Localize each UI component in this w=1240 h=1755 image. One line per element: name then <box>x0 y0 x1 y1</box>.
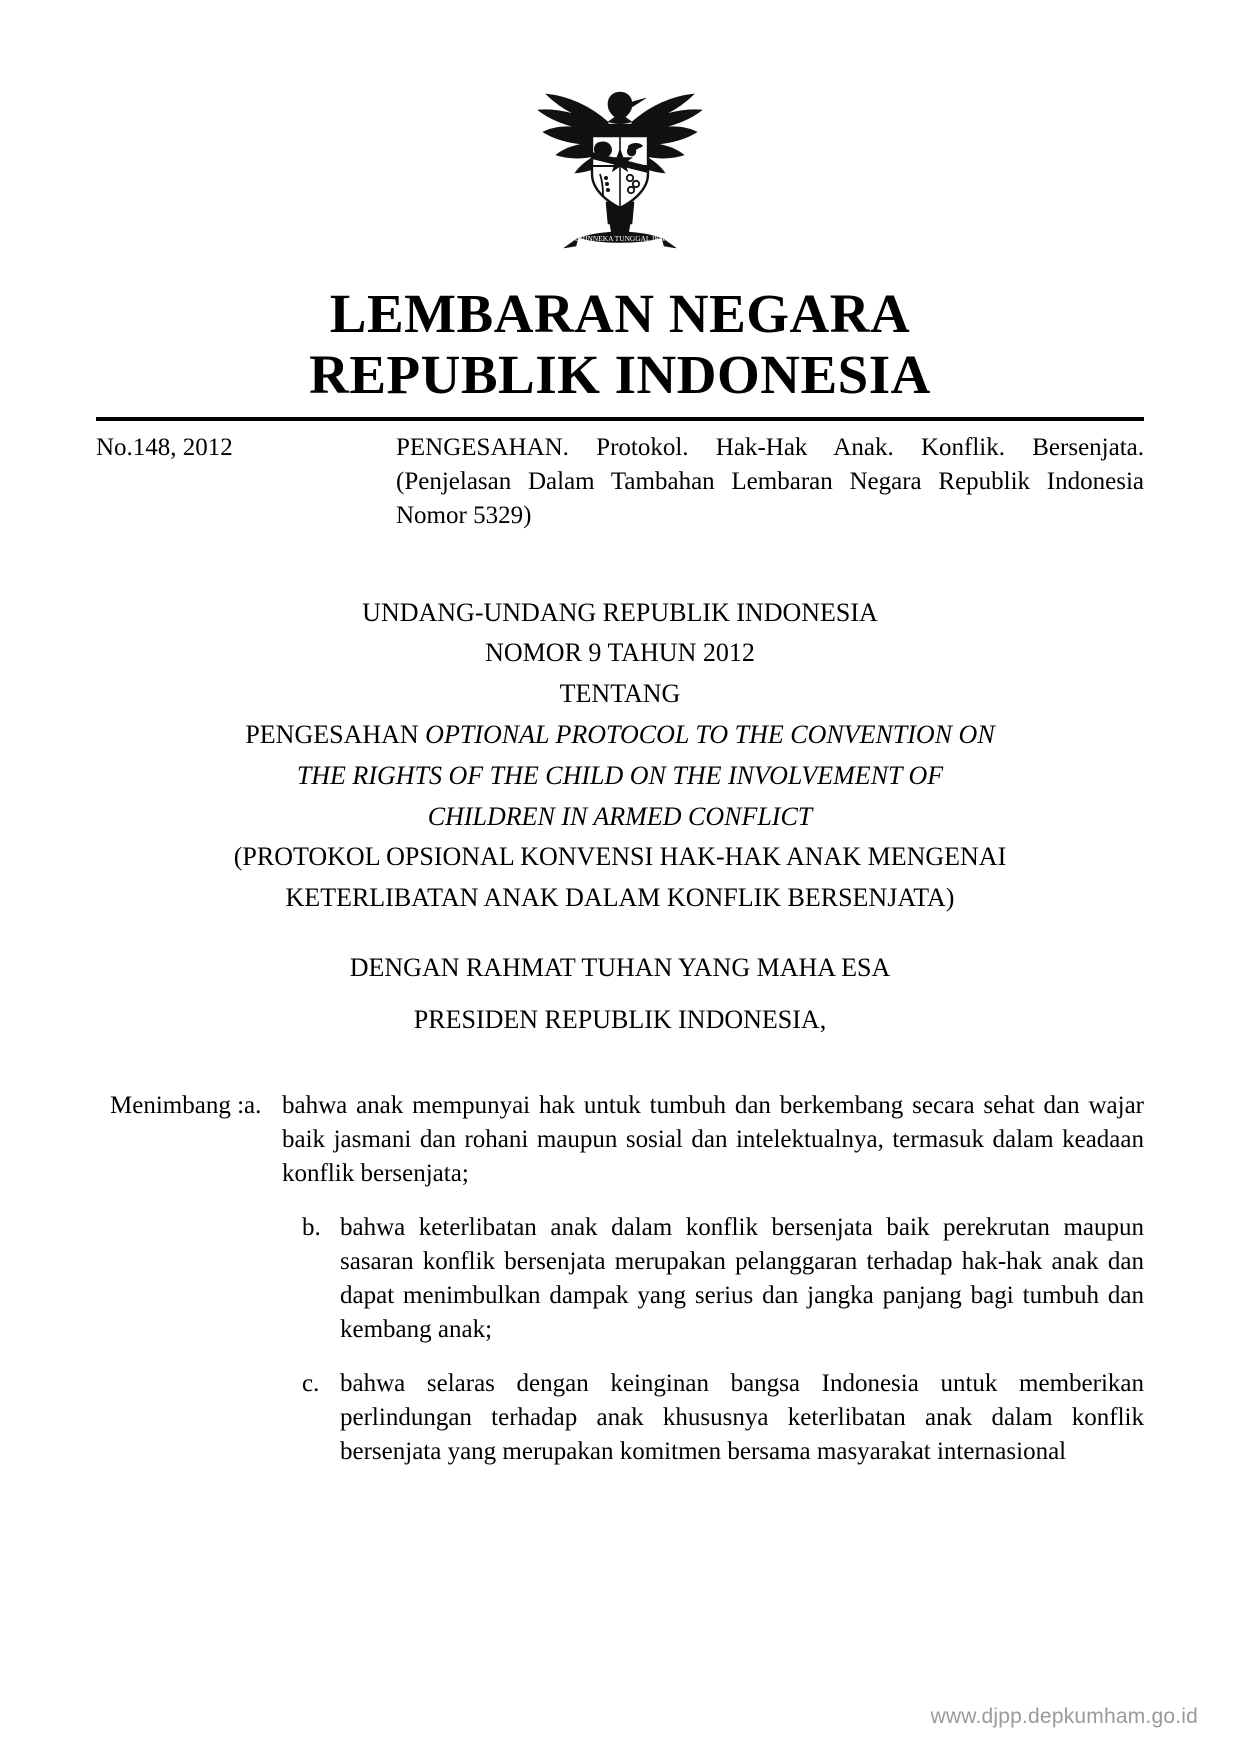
masthead <box>0 284 1240 405</box>
title-subject-italic-2: THE RIGHTS OF THE CHILD ON THE INVOLVEMENT OF <box>296 760 944 790</box>
considering-label: Menimbang : <box>110 1091 245 1119</box>
considering-marker-a: a. <box>244 1091 262 1119</box>
footer-watermark: www.djpp.depkumham.go.id <box>930 1705 1198 1728</box>
invocation-line-1: DENGAN RAHMAT TUHAN YANG MAHA ESA <box>349 952 891 982</box>
garuda-pancasila-emblem <box>520 62 720 262</box>
considering-text-b: bahwa keterlibatan anak dalam konflik bersenjata baik perekrutan maupun sasaran konflik bersenjata merupakan pelanggaran terhadap hak-hak anak dan dapat menimbulkan dampak yang serius dan jangka panjang bagi tumbuh dan kembang anak; <box>340 1213 1144 1343</box>
title-line-republic: UNDANG-UNDANG REPUBLIK INDONESIA <box>362 597 878 627</box>
considering-marker-c: c. <box>302 1369 320 1397</box>
title-translation-line-2: KETERLIBATAN ANAK DALAM KONFLIK BERSENJATA) <box>285 883 955 913</box>
considering-section <box>110 1089 1144 1469</box>
considering-text-c: bahwa selaras dengan keinginan bangsa Indonesia untuk memberikan perlindungan terhadap anak khususnya keterlibatan anak dalam konflik bersenjata yang merupakan komitmen bersama masyarakat internasional <box>340 1369 1144 1465</box>
invocation-block <box>110 951 1130 1037</box>
invocation-line-2: PRESIDEN REPUBLIK INDONESIA, <box>413 1004 827 1034</box>
law-title-block <box>110 596 1130 915</box>
emblem-motto: BHINNEKA TUNGGAL IKA <box>574 234 666 243</box>
emblem-container <box>0 0 1240 262</box>
reference-header <box>96 431 1144 534</box>
considering-text-a: bahwa anak mempunyai hak untuk tumbuh dan berkembang secara sehat dan wajar baik jasmani dan rohani maupun sosial dan intelektualnya, termasuk dalam keadaan konflik bersenjata; <box>282 1091 1144 1187</box>
considering-marker-b: b. <box>302 1213 321 1241</box>
title-translation-line-1: (PROTOKOL OPSIONAL KONVENSI HAK-HAK ANAK MENGENAI <box>233 842 1007 872</box>
considering-item-b <box>110 1211 1144 1347</box>
title-subject-line-1 <box>110 718 1130 752</box>
gazette-subject: PENGESAHAN. Protokol. Hak-Hak Anak. Konflik. Bersenjata. (Penjelasan Dalam Tambahan Lembaran Negara Republik Indonesia Nomor 5329) <box>396 433 1144 530</box>
masthead-divider <box>96 417 1144 421</box>
masthead-line-2: REPUBLIK INDONESIA <box>309 344 931 406</box>
gazette-number: No.148, 2012 <box>96 433 233 461</box>
title-line-tentang: TENTANG <box>559 679 681 709</box>
title-subject-prefix: PENGESAHAN <box>245 719 426 749</box>
masthead-line-1: LEMBARAN NEGARA <box>329 283 911 344</box>
title-subject-italic-1: OPTIONAL PROTOCOL TO THE CONVENTION ON <box>425 719 995 749</box>
title-line-number: NOMOR 9 TAHUN 2012 <box>485 638 755 668</box>
considering-item-c <box>110 1367 1144 1469</box>
title-subject-italic-3: CHILDREN IN ARMED CONFLICT <box>427 801 813 831</box>
considering-item-a <box>110 1089 1144 1191</box>
